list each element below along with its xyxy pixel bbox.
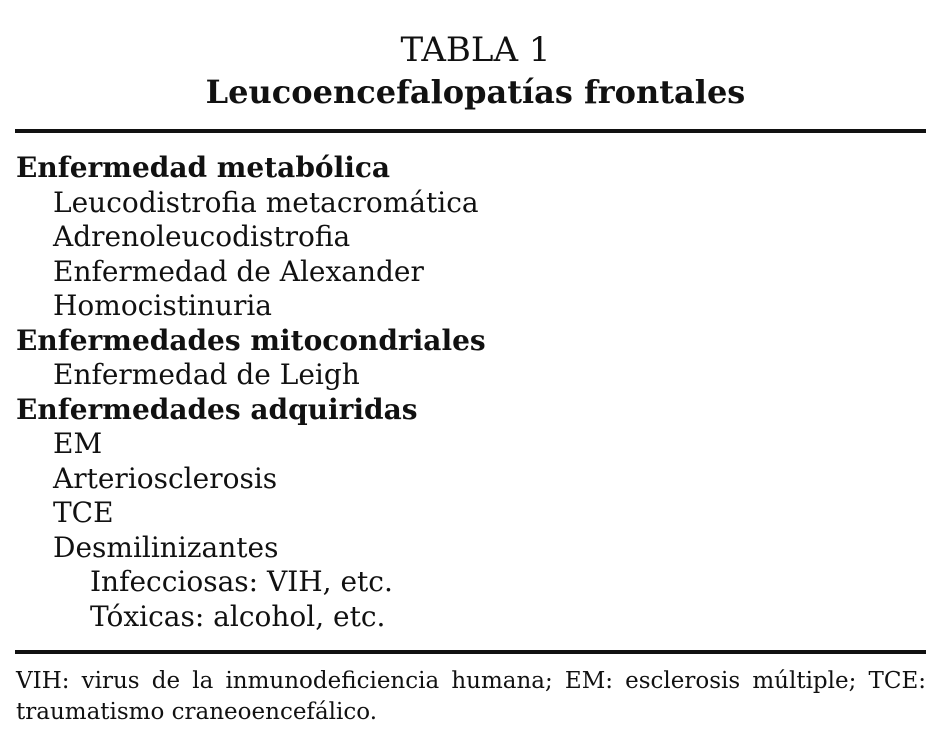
sub-list-item: Tóxicas: alcohol, etc.	[90, 599, 386, 633]
list-item: Enfermedad de Alexander	[53, 254, 424, 288]
table-footnote: VIH: virus de la inmunodeficiencia humana; EM: esclerosis múltiple; TCE: traumatismo craneoencefálico.	[16, 668, 926, 725]
category-heading: Enfermedades adquiridas	[16, 392, 418, 426]
bottom-rule	[15, 650, 926, 654]
table-title: Leucoencefalopatías frontales	[205, 73, 746, 111]
list-item: Leucodistrofia metacromática	[53, 185, 479, 219]
list-item: Arteriosclerosis	[53, 461, 278, 495]
table-label: TABLA 1	[400, 30, 551, 70]
list-item: EM	[53, 427, 103, 460]
list-item: Homocistinuria	[53, 289, 272, 322]
top-rule	[15, 129, 926, 133]
category-heading: Enfermedad metabólica	[16, 151, 391, 184]
list-item: Adrenoleucodistrofia	[53, 220, 351, 253]
sub-list-item: Infecciosas: VIH, etc.	[90, 565, 393, 598]
list-item: Desmilinizantes	[53, 530, 279, 564]
list-item: Enfermedad de Leigh	[53, 358, 360, 391]
category-heading: Enfermedades mitocondriales	[16, 323, 486, 357]
table-body	[16, 151, 926, 634]
list-item: TCE	[53, 496, 114, 529]
